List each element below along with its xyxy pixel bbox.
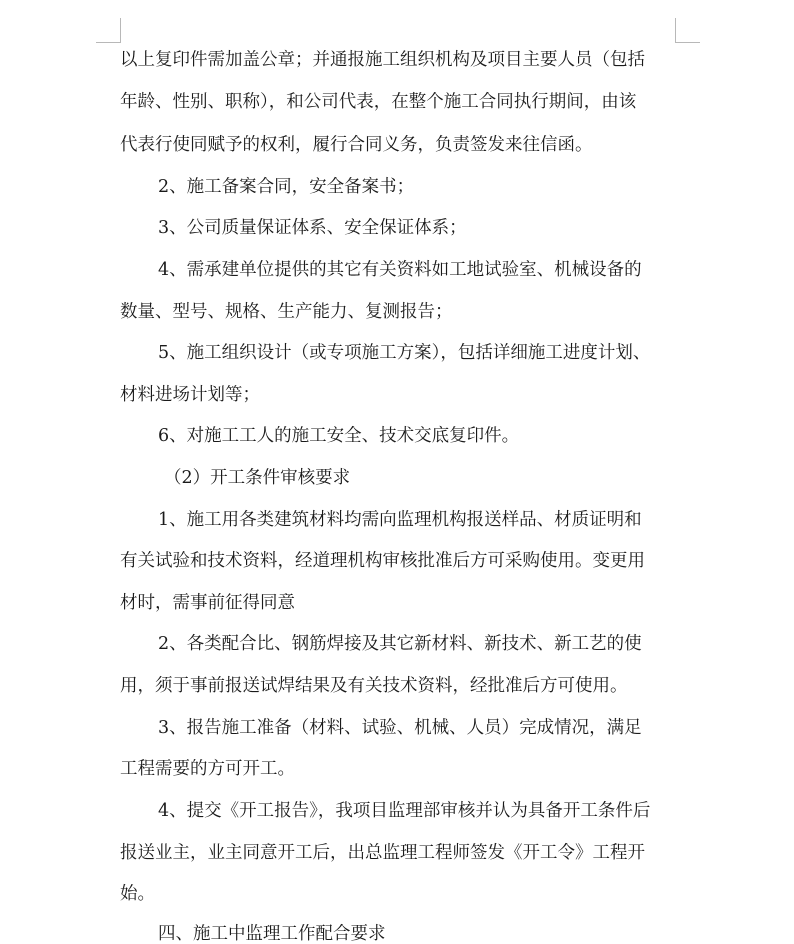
list-item-line: 3、公司质量保证体系、安全保证体系；	[158, 218, 467, 238]
section-heading: 四、施工中监理工作配合要求	[158, 924, 386, 944]
list-item-line: 6、对施工工人的施工安全、技术交底复印件。	[158, 426, 520, 446]
paragraph-line: 数量、型号、规格、生产能力、复测报告；	[120, 302, 453, 322]
paragraph-line: 年龄、性别、职称），和公司代表，在整个施工合同执行期间，由该	[120, 92, 637, 112]
paragraph-line: 材时，需事前征得同意	[120, 593, 295, 613]
paragraph-line: 有关试验和技术资料，经道理机构审核批准后方可采购使用。变更用	[120, 551, 645, 571]
list-item-line: 5、施工组织设计（或专项施工方案），包括详细施工进度计划、	[158, 343, 651, 363]
list-item-line: 4、提交《开工报告》，我项目监理部审核并认为具备开工条件后	[158, 801, 651, 821]
paragraph-line: 材料进场计划等；	[120, 385, 260, 405]
list-item-line: 2、施工备案合同，安全备案书；	[158, 177, 415, 197]
paragraph-line: 报送业主，业主同意开工后，出总监理工程师签发《开工令》工程开	[120, 843, 645, 863]
paragraph-line: 代表行使同赋予的权利，履行合同义务，负责签发来往信函。	[120, 135, 593, 155]
paragraph-line: 用，须于事前报送试焊结果及有关技术资料，经批准后方可使用。	[120, 676, 628, 696]
paragraph-line: 工程需要的方可开工。	[120, 759, 295, 779]
paragraph-line: 始。	[120, 884, 155, 904]
list-item-line: 4、需承建单位提供的其它有关资料如工地试验室、机械设备的	[158, 260, 642, 280]
section-subheading: （2）开工条件审核要求	[164, 468, 351, 488]
list-item-line: 3、报告施工准备（材料、试验、机械、人员）完成情况，满足	[158, 718, 642, 738]
page-corner-mark-left	[96, 18, 121, 43]
page-corner-mark-right	[675, 18, 700, 43]
paragraph-line: 以上复印件需加盖公章；并通报施工组织机构及项目主要人员（包括	[120, 50, 645, 70]
list-item-line: 2、各类配合比、钢筋焊接及其它新材料、新技术、新工艺的使	[158, 634, 642, 654]
list-item-line: 1、施工用各类建筑材料均需向监理机构报送样品、材质证明和	[158, 510, 642, 530]
